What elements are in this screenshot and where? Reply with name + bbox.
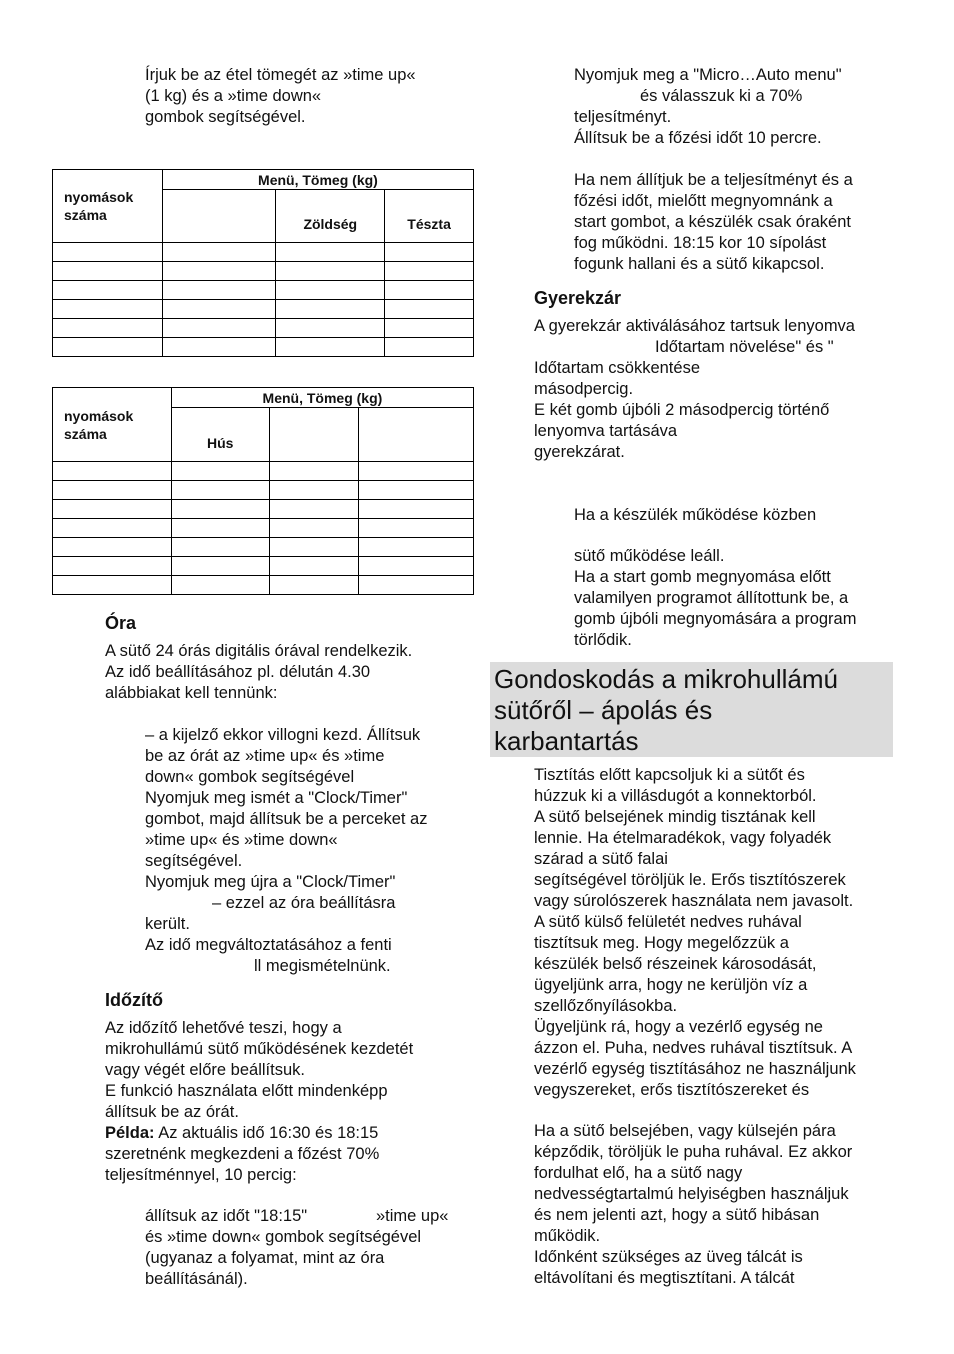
text-line: tisztítsuk meg. Hogy megelőzzük a	[534, 934, 789, 952]
heading-gyerekzar: Gyerekzár	[534, 288, 622, 308]
table-cell	[359, 538, 474, 557]
text-line: segítségével töröljük le. Erős tisztítószerek	[534, 871, 846, 889]
table-cell	[276, 262, 385, 281]
table-cell	[171, 481, 269, 500]
table-cell	[359, 462, 474, 481]
text-line: fogunk hallani és a sütő kikapcsol.	[574, 255, 825, 273]
text-line: Időtartam csökkentése	[534, 359, 700, 377]
text-line: A gyerekzár aktiválásához tartsuk lenyomva	[534, 317, 855, 335]
table-cell	[276, 281, 385, 300]
text-line: működik.	[534, 1227, 601, 1245]
text-line: – a kijelző ekkor villogni kezd. Állítsuk	[145, 726, 421, 744]
table-cell	[53, 462, 172, 481]
table-cell	[53, 262, 163, 281]
text-line: fog működni. 18:15 kor 10 sípolást	[574, 234, 827, 252]
table-cell	[269, 462, 359, 481]
table-cell	[171, 462, 269, 481]
text-line: állítsuk az időt "18:15"	[145, 1207, 308, 1225]
section-title-line: Gondoskodás a mikrohullámú	[494, 664, 838, 694]
table-cell	[385, 262, 474, 281]
text-line: »time up«	[376, 1207, 449, 1225]
table-cell	[269, 500, 359, 519]
table-cell	[269, 519, 359, 538]
table-cell	[269, 557, 359, 576]
text-line: másodpercig.	[534, 380, 634, 398]
section-title-line: sütőről – ápolás és	[494, 695, 713, 725]
table-cell	[359, 557, 474, 576]
text-line: Nyomjuk meg a "Micro…Auto menu"	[574, 66, 842, 84]
text-line: Ügyeljünk rá, hogy a vezérlő egység ne	[534, 1018, 823, 1036]
text-line: eltávolítani és megtisztítani. A tálcát	[534, 1269, 795, 1287]
table-cell	[53, 300, 163, 319]
table-cell	[269, 481, 359, 500]
table-header-cell	[359, 408, 474, 462]
table-cell	[359, 500, 474, 519]
text-line: Írjuk be az étel tömegét az »time up«	[145, 66, 416, 84]
text-line: szárad a sütő falai	[534, 850, 668, 868]
table-cell	[359, 576, 474, 595]
text-line: és nem jelenti azt, hogy a sütő hibásan	[534, 1206, 820, 1224]
text-line: és válasszuk ki a 70%	[640, 87, 803, 105]
table-header-cell: Zöldség	[276, 190, 385, 243]
weight-table-2	[52, 387, 474, 595]
table-header-cell: Tészta	[385, 190, 474, 243]
table-cell	[385, 300, 474, 319]
table-header-cell: Hús	[171, 408, 269, 462]
table-cell	[276, 300, 385, 319]
text-line: Ha a készülék működése közben	[574, 506, 817, 524]
text-line: Időnként szükséges az üveg tálcát is	[534, 1248, 803, 1266]
table-cell	[385, 281, 474, 300]
text-line: lennie. Ha ételmaradékok, vagy folyadék	[534, 829, 832, 847]
text-line: (ugyanaz a folyamat, mint az óra	[145, 1249, 385, 1267]
table-cell	[53, 319, 163, 338]
table-header-label: nyomások száma	[53, 388, 172, 462]
table-cell	[162, 338, 276, 357]
text-line: be az órát az »time up« és »time	[145, 747, 385, 765]
text-line: Nyomjuk meg ismét a "Clock/Timer"	[145, 789, 408, 807]
text-line: nedvességtartalmú helyiségben használjuk	[534, 1185, 849, 1203]
text-line: került.	[145, 915, 190, 933]
table-cell	[162, 319, 276, 338]
text-line: készülék belső részeinek károsodását,	[534, 955, 817, 973]
text-line: Az idő beállításához pl. délután 4.30	[105, 663, 371, 681]
text-line: teljesítményt.	[574, 108, 672, 126]
table-cell	[359, 519, 474, 538]
text-line: vegyszereket, erős tisztítószereket és	[534, 1081, 810, 1099]
text-line: ügyeljünk arra, hogy ne kerüljön víz a	[534, 976, 808, 994]
table-cell	[269, 576, 359, 595]
table-cell	[53, 281, 163, 300]
text-line: beállításánál).	[145, 1270, 248, 1288]
text-line: ázzon el. Puha, nedves ruhával tisztítsuk. A	[534, 1039, 853, 1057]
table-cell	[359, 481, 474, 500]
table-header-cell	[162, 190, 276, 243]
text-line: vezérlő egység tisztításához ne használjunk	[534, 1060, 856, 1078]
table-cell	[162, 262, 276, 281]
text-line: Ha a start gomb megnyomása előtt	[574, 568, 831, 586]
text-line: A sütő külső felületét nedves ruhával	[534, 913, 802, 931]
text-line: Időtartam növelése" és "	[655, 338, 834, 356]
table-cell	[53, 243, 163, 262]
text-line: gomb újbóli megnyomására a program	[574, 610, 857, 628]
heading-ora: Óra	[105, 613, 137, 633]
text-line: Nyomjuk meg újra a "Clock/Timer"	[145, 873, 396, 891]
text-line: Az idő megváltoztatásához a fenti	[145, 936, 392, 954]
text-line: képződik, töröljük le puha ruhával. Ez akkor	[534, 1143, 853, 1161]
text-line: szellőzőnyílásokba.	[534, 997, 678, 1015]
text-line: Tisztítás előtt kapcsoljuk ki a sütőt és	[534, 766, 805, 784]
table-header-title: Menü, Tömeg (kg)	[171, 388, 473, 408]
text-line: gyerekzárat.	[534, 443, 625, 461]
heading-idozito: Időzítő	[105, 990, 163, 1010]
text-line: A sütő 24 órás digitális órával rendelkezik.	[105, 642, 413, 660]
section-title-line: karbantartás	[494, 726, 639, 756]
table-cell	[171, 557, 269, 576]
table-cell	[53, 576, 172, 595]
table-cell	[171, 519, 269, 538]
text-line: főzési időt, mielőtt megnyomnánk a	[574, 192, 833, 210]
text-line: start gombot, a készülék csak óraként	[574, 213, 851, 231]
table-cell	[162, 281, 276, 300]
table-cell	[385, 243, 474, 262]
text-line: szeretnénk megkezdeni a főzést 70%	[105, 1145, 380, 1163]
text-line: sütő működése leáll.	[574, 547, 725, 565]
example-line	[105, 1123, 378, 1144]
example-label: Példa:	[105, 1124, 155, 1142]
text-line: alábbiakat kell tennünk:	[105, 684, 278, 702]
table-cell	[276, 338, 385, 357]
text-line: vagy súrolószerek használata nem javasolt.	[534, 892, 854, 910]
text-line: down« gombok segítségével	[145, 768, 355, 786]
table-cell	[276, 319, 385, 338]
text-line: fordulhat elő, ha a sütő nagy	[534, 1164, 743, 1182]
section-title-box	[490, 662, 893, 757]
text-line: Ha a sütő belsejében, vagy külsején pára	[534, 1122, 836, 1140]
table-cell	[53, 338, 163, 357]
text-line: gombot, majd állítsuk be a perceket az	[145, 810, 428, 828]
table-cell	[171, 538, 269, 557]
example-text: Az aktuális idő 16:30 és 18:15	[154, 1124, 379, 1142]
text-line: E funkció használata előtt mindenképp	[105, 1082, 388, 1100]
table-cell	[276, 243, 385, 262]
text-line: A sütő belsejének mindig tisztának kell	[534, 808, 816, 826]
table-cell	[269, 538, 359, 557]
text-line: Az időzítő lehetővé teszi, hogy a	[105, 1019, 342, 1037]
table-cell	[53, 481, 172, 500]
table-cell	[53, 519, 172, 538]
text-line: (1 kg) és a »time down«	[145, 87, 322, 105]
text-line: segítségével.	[145, 852, 243, 870]
weight-table-1	[52, 169, 474, 357]
table-cell	[53, 538, 172, 557]
text-line: húzzuk ki a villásdugót a konnektorból.	[534, 787, 817, 805]
text-line: és »time down« gombok segítségével	[145, 1228, 422, 1246]
text-line: ll megismételnünk.	[254, 957, 391, 975]
text-line: lenyomva tartásáva	[534, 422, 678, 440]
table-header-label: nyomások száma	[53, 170, 163, 243]
text-line: Állítsuk be a főzési időt 10 percre.	[574, 129, 822, 147]
text-line: E két gomb újbóli 2 másodpercig történő	[534, 401, 830, 419]
table-cell	[385, 319, 474, 338]
table-cell	[162, 300, 276, 319]
text-line: teljesítménnyel, 10 percig:	[105, 1166, 297, 1184]
text-line: vagy végét előre beállítsuk.	[105, 1061, 305, 1079]
table-cell	[53, 500, 172, 519]
table-cell	[162, 243, 276, 262]
text-line: gombok segítségével.	[145, 108, 306, 126]
table-cell	[385, 338, 474, 357]
text-line: mikrohullámú sütő működésének kezdetét	[105, 1040, 414, 1058]
text-line: »time up« és »time down«	[145, 831, 338, 849]
table-cell	[53, 557, 172, 576]
text-line: – ezzel az óra beállításra	[212, 894, 396, 912]
text-line: Ha nem állítjuk be a teljesítményt és a	[574, 171, 853, 189]
text-line: valamilyen programot állítottunk be, a	[574, 589, 849, 607]
table-header-title: Menü, Tömeg (kg)	[162, 170, 473, 190]
table-cell	[171, 500, 269, 519]
text-line: állítsuk be az órát.	[105, 1103, 239, 1121]
table-cell	[171, 576, 269, 595]
table-header-cell	[269, 408, 359, 462]
text-line: törlődik.	[574, 631, 632, 649]
